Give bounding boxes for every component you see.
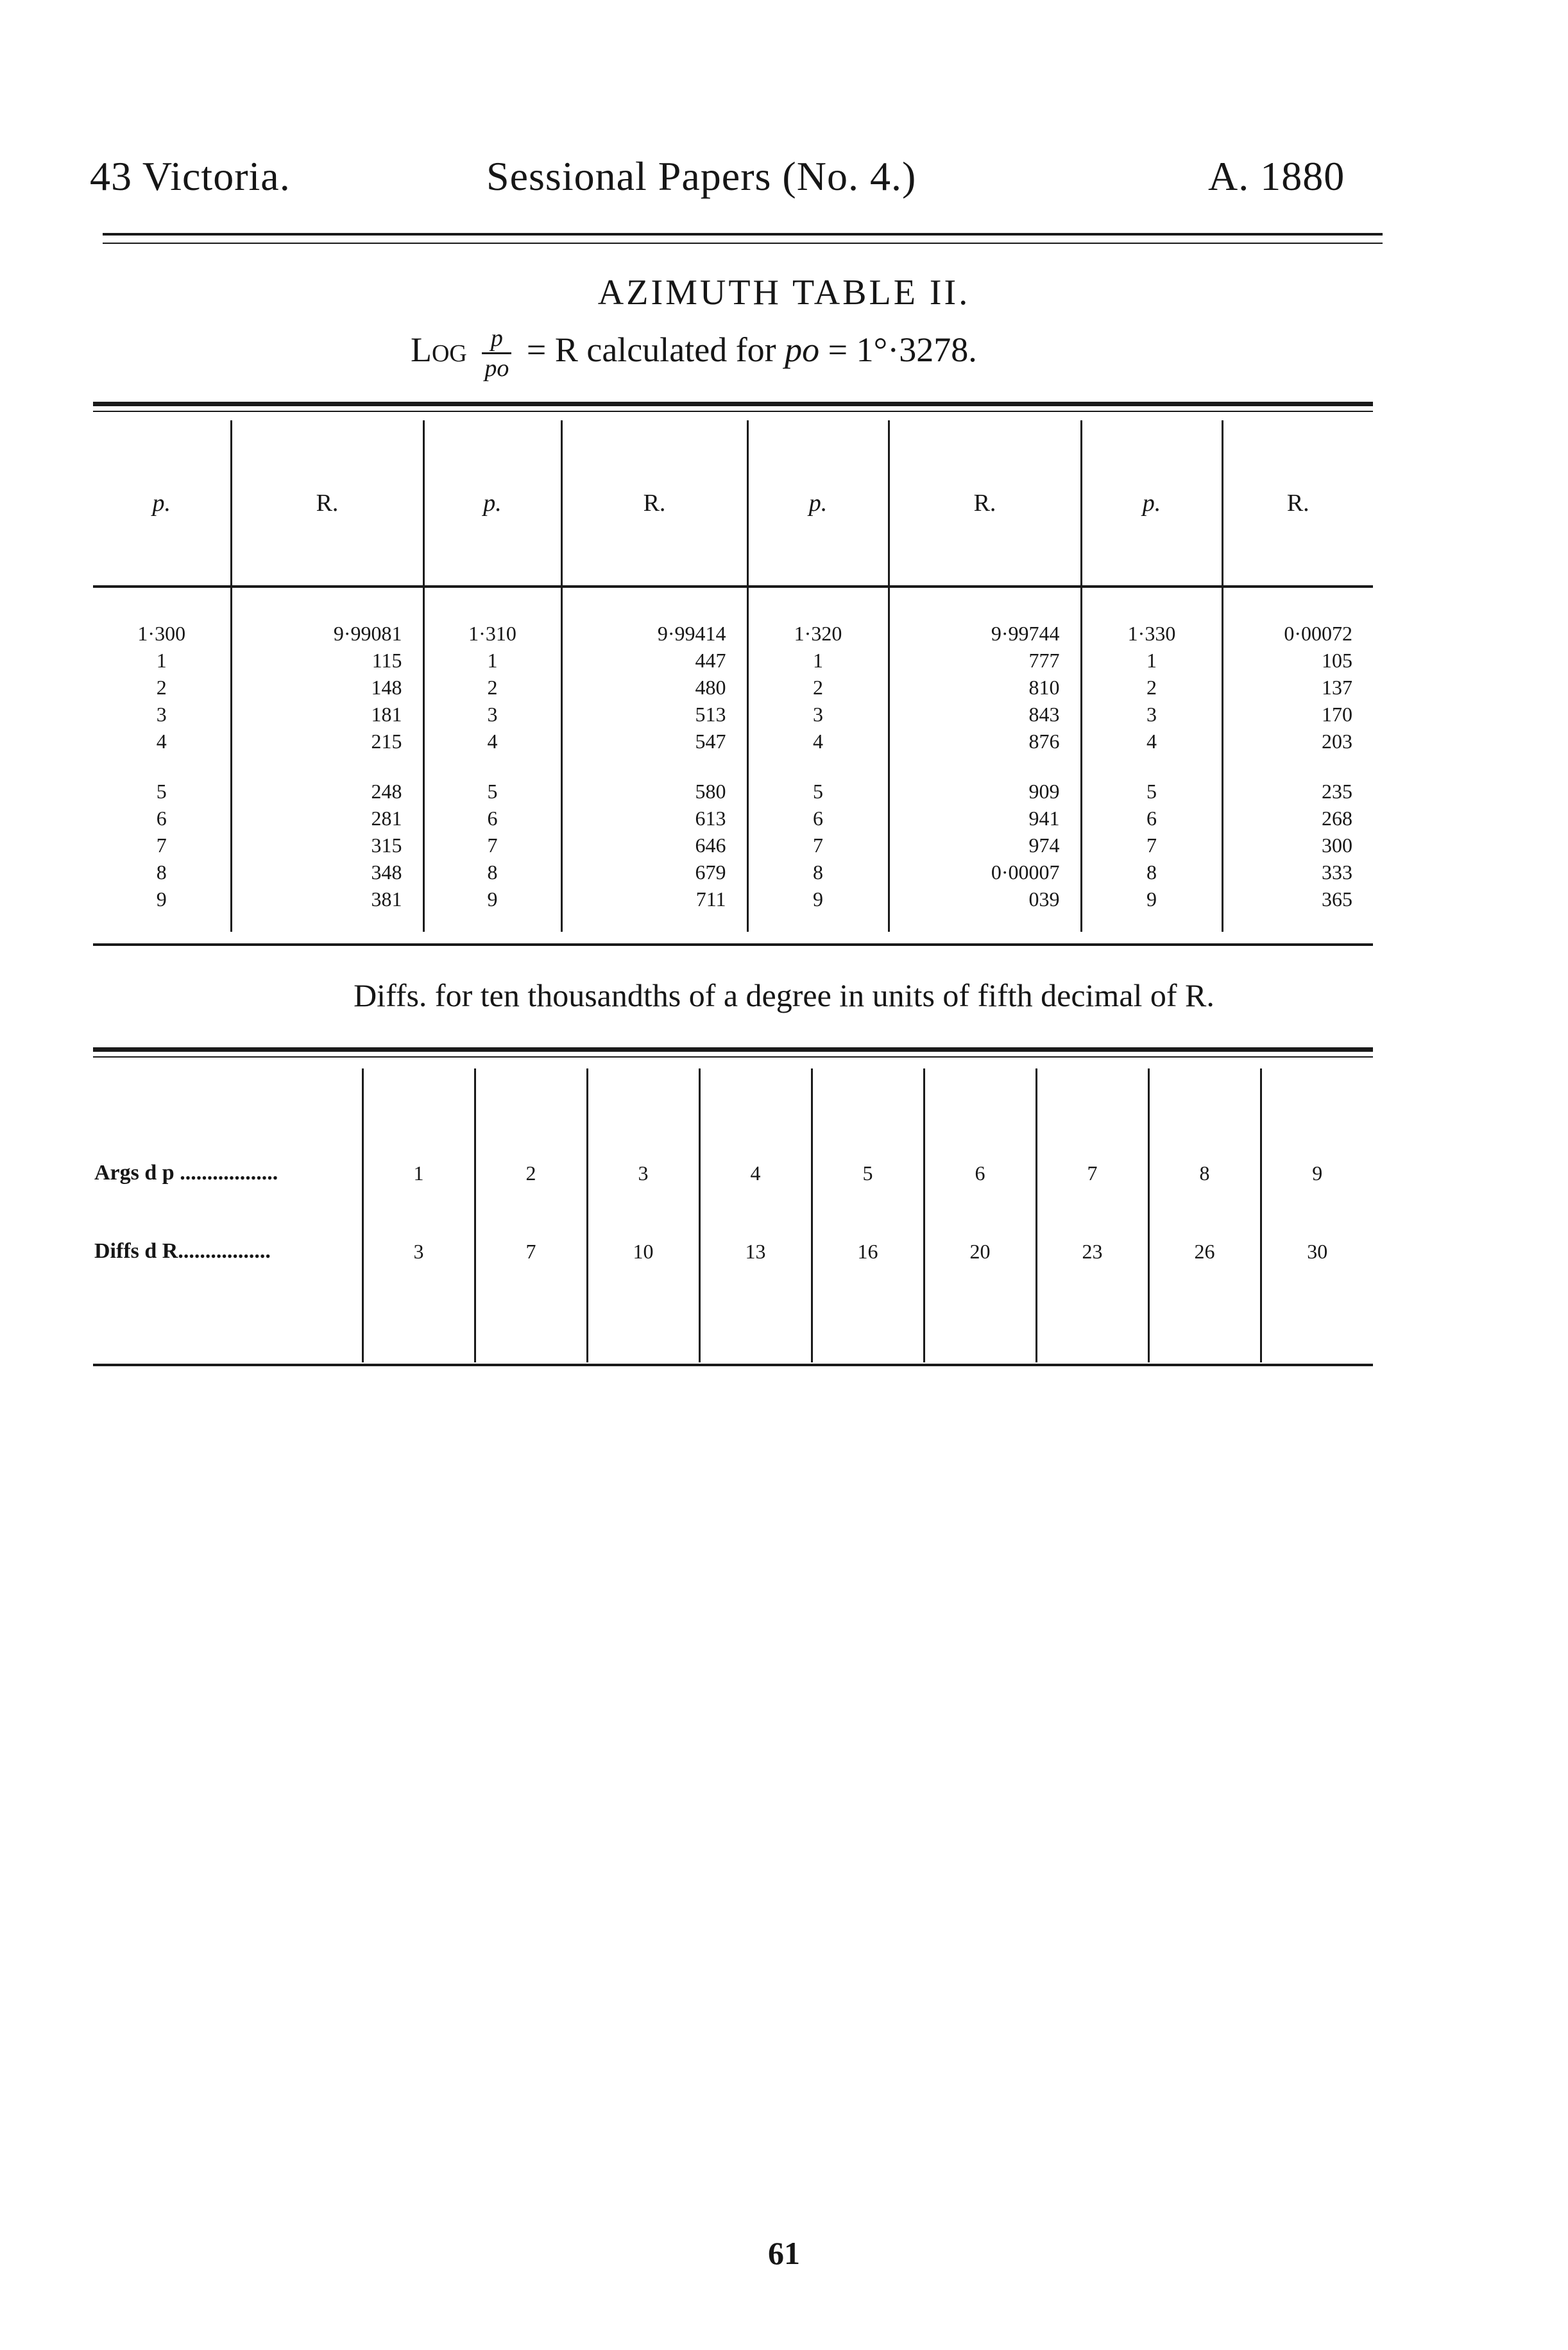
col-header-p: p.: [747, 420, 889, 587]
r-value: 148: [371, 676, 402, 699]
p-value: 9: [813, 888, 823, 911]
diffs-rule-top-thin: [93, 1056, 1373, 1058]
diffs-rule-bottom: [93, 1364, 1373, 1366]
group-gap: [94, 755, 230, 778]
arg-cell: 2: [475, 1134, 587, 1212]
p-value: 2: [487, 676, 498, 699]
r-value: 300: [1322, 834, 1352, 857]
r-value: 810: [1028, 676, 1060, 699]
r-value: 547: [695, 730, 726, 753]
p-value: 8: [487, 861, 498, 884]
r-value: 909: [1028, 780, 1060, 803]
group-gap: [425, 755, 560, 778]
diffs-spacer-row: [93, 1068, 1373, 1134]
r-value: 711: [695, 888, 726, 911]
p-value: 5: [1146, 780, 1157, 803]
r-column: [889, 587, 1081, 932]
r-value: 315: [371, 834, 402, 857]
p-value: 4: [1146, 730, 1157, 753]
header-rule-bottom: [103, 243, 1383, 244]
diffs-title: Diffs. for ten thousandths of a degree in units of fifth decimal of R.: [354, 977, 1214, 1013]
p-value: 7: [487, 834, 498, 857]
formula-equals-r: = R calculated for: [526, 330, 776, 369]
r-value: 0·00072: [1284, 622, 1352, 645]
p-value: 1: [156, 649, 167, 672]
table-rule-bottom: [93, 943, 1373, 946]
col-header-r: R.: [561, 420, 747, 587]
diff-cell: 16: [812, 1212, 924, 1291]
diff-cell: 10: [587, 1212, 699, 1291]
azimuth-table: [93, 420, 1373, 932]
diffs-table: [93, 1068, 1373, 1362]
col-header-r: R.: [231, 420, 423, 587]
formula-po: po: [785, 330, 820, 369]
r-value: 679: [695, 861, 726, 884]
p-column: [423, 587, 561, 932]
formula-log: Log: [411, 330, 467, 369]
r-value: 941: [1028, 807, 1060, 830]
r-value: 513: [695, 703, 726, 726]
r-column: [561, 587, 747, 932]
r-value: 105: [1322, 649, 1352, 672]
p-value: 6: [487, 807, 498, 830]
r-value: 215: [371, 730, 402, 753]
r-value: 646: [695, 834, 726, 857]
r-value: 974: [1028, 834, 1060, 857]
p-value: 6: [156, 807, 167, 830]
p-value: 1·300: [137, 622, 186, 645]
r-value: 181: [371, 703, 402, 726]
diff-cell: 7: [475, 1212, 587, 1291]
p-value: 9: [487, 888, 498, 911]
r-value: 381: [371, 888, 402, 911]
table-title: AZIMUTH TABLE II.: [597, 273, 971, 313]
col-header-p: p.: [1081, 420, 1222, 587]
r-value: 039: [1028, 888, 1060, 911]
r-value: 115: [371, 649, 402, 672]
p-value: 6: [1146, 807, 1157, 830]
diff-cell: 20: [924, 1212, 1036, 1291]
r-value: 0·00007: [991, 861, 1060, 884]
r-value: 777: [1028, 649, 1060, 672]
header-center: Sessional Papers (No. 4.): [486, 153, 917, 199]
header-right: A. 1880: [1208, 153, 1345, 199]
r-value: 9·99081: [333, 622, 402, 645]
p-value: 3: [487, 703, 498, 726]
r-column: [231, 587, 423, 932]
diffs-label: Diffs d R.................: [94, 1239, 271, 1263]
p-value: 9: [1146, 888, 1157, 911]
azimuth-data-row: [93, 587, 1373, 932]
diff-cell: 3: [362, 1212, 475, 1291]
r-value: 9·99414: [657, 622, 726, 645]
arg-cell: 8: [1148, 1134, 1261, 1212]
p-value: 4: [813, 730, 823, 753]
arg-cell: 9: [1261, 1134, 1373, 1212]
group-gap: [563, 755, 726, 778]
p-value: 2: [1146, 676, 1157, 699]
azimuth-header-row: [93, 420, 1373, 587]
formula: [411, 324, 977, 382]
r-value: 248: [371, 780, 402, 803]
arg-cell: 4: [699, 1134, 812, 1212]
r-value: 203: [1322, 730, 1352, 753]
p-column: [1081, 587, 1222, 932]
p-value: 4: [156, 730, 167, 753]
r-value: 348: [371, 861, 402, 884]
col-header-p: p.: [423, 420, 561, 587]
r-value: 365: [1322, 888, 1352, 911]
r-value: 137: [1322, 676, 1352, 699]
p-value: 1: [1146, 649, 1157, 672]
p-value: 3: [156, 703, 167, 726]
group-gap: [749, 755, 887, 778]
p-value: 1: [487, 649, 498, 672]
p-value: 1·330: [1127, 622, 1176, 645]
group-gap: [233, 755, 402, 778]
p-value: 1·310: [468, 622, 516, 645]
p-value: 2: [156, 676, 167, 699]
diff-cell: 30: [1261, 1212, 1373, 1291]
r-value: 235: [1322, 780, 1352, 803]
arg-cell: 6: [924, 1134, 1036, 1212]
diffs-row: [93, 1212, 1373, 1291]
diffs-rule-top: [93, 1047, 1373, 1052]
formula-value: = 1°·3278.: [828, 330, 977, 369]
group-gap: [891, 755, 1060, 778]
arg-cell: 1: [362, 1134, 475, 1212]
p-value: 5: [156, 780, 167, 803]
p-value: 2: [813, 676, 823, 699]
r-value: 843: [1028, 703, 1060, 726]
p-value: 8: [156, 861, 167, 884]
diffs-spacer-row: [93, 1291, 1373, 1362]
col-header-p: p.: [93, 420, 231, 587]
r-value: 613: [695, 807, 726, 830]
args-label: Args d p ..................: [94, 1161, 278, 1185]
p-value: 7: [1146, 834, 1157, 857]
args-row: [93, 1134, 1373, 1212]
arg-cell: 5: [812, 1134, 924, 1212]
p-value: 8: [1146, 861, 1157, 884]
p-value: 6: [813, 807, 823, 830]
group-gap: [1083, 755, 1221, 778]
arg-cell: 7: [1036, 1134, 1148, 1212]
p-column: [747, 587, 889, 932]
r-column: [1222, 587, 1373, 932]
p-value: 9: [156, 888, 167, 911]
header-rule-top: [103, 233, 1383, 236]
r-value: 281: [371, 807, 402, 830]
diff-cell: 23: [1036, 1212, 1148, 1291]
p-value: 3: [1146, 703, 1157, 726]
r-value: 333: [1322, 861, 1352, 884]
r-value: 268: [1322, 807, 1352, 830]
formula-numerator: p: [482, 324, 511, 354]
formula-fraction: [482, 324, 511, 382]
p-value: 1: [813, 649, 823, 672]
p-value: 5: [487, 780, 498, 803]
formula-denominator: po: [484, 355, 509, 382]
diff-cell: 26: [1148, 1212, 1261, 1291]
p-value: 4: [487, 730, 498, 753]
r-value: 170: [1322, 703, 1352, 726]
p-value: 5: [813, 780, 823, 803]
p-column: [93, 587, 231, 932]
r-value: 580: [695, 780, 726, 803]
r-value: 9·99744: [991, 622, 1060, 645]
page-number: 61: [768, 2235, 800, 2271]
group-gap: [1224, 755, 1353, 778]
diff-cell: 13: [699, 1212, 812, 1291]
p-value: 7: [813, 834, 823, 857]
table-rule-top: [93, 402, 1373, 406]
r-value: 876: [1028, 730, 1060, 753]
p-value: 3: [813, 703, 823, 726]
table-rule-top-thin: [93, 411, 1373, 412]
header-left: 43 Victoria.: [90, 153, 291, 199]
p-value: 7: [156, 834, 167, 857]
p-value: 8: [813, 861, 823, 884]
p-value: 1·320: [794, 622, 842, 645]
r-value: 447: [695, 649, 726, 672]
col-header-r: R.: [889, 420, 1081, 587]
arg-cell: 3: [587, 1134, 699, 1212]
r-value: 480: [695, 676, 726, 699]
col-header-r: R.: [1222, 420, 1373, 587]
